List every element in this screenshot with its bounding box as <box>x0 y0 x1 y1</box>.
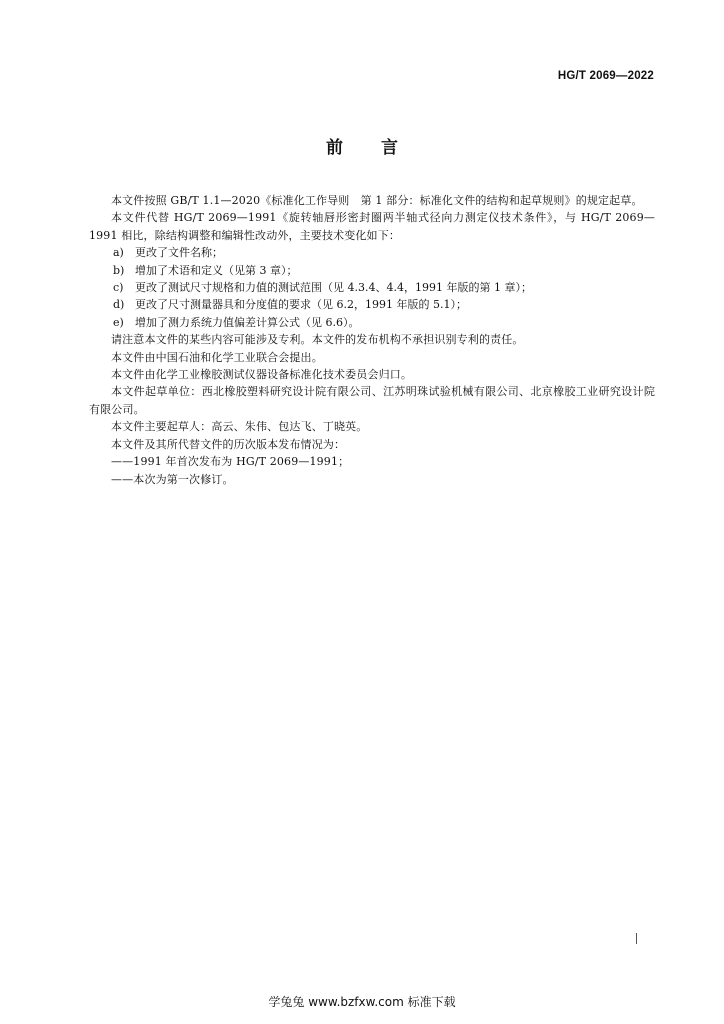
paragraph-patent-notice: 请注意本文件的某些内容可能涉及专利。本文件的发布机构不承担识别专利的责任。 <box>111 333 524 347</box>
paragraph-history-first: ——1991 年首次发布为 HG/T 2069—1991； <box>111 455 350 469</box>
change-item-text: 增加了测力系统力值偏差计算公式（见 6.6）。 <box>135 315 360 329</box>
paragraph-history-intro: 本文件及其所代替文件的历次版本发布情况为： <box>111 437 346 451</box>
page-number <box>636 933 637 944</box>
paragraph-committee: 本文件由化学工业橡胶测试仪器设备标准化技术委员会归口。 <box>111 368 413 382</box>
watermark-text: 学兔兔 www.bzfxw.com 标准下载 <box>268 995 456 1009</box>
change-item <box>89 244 655 261</box>
change-item <box>89 279 655 296</box>
page-title: 前言 <box>326 138 436 158</box>
change-item-label: b) <box>113 263 125 277</box>
foreword-body <box>89 192 655 488</box>
paragraph-drafters: 本文件主要起草人：高云、朱伟、包达飞、丁晓英。 <box>111 420 368 434</box>
change-item-label: c) <box>113 281 124 295</box>
change-item-label: d) <box>113 298 125 312</box>
change-item-text: 更改了测试尺寸规格和力值的测试范围（见 4.3.4、4.4，1991 年版的第 1 章）； <box>135 281 532 295</box>
change-item-text: 增加了术语和定义（见第 3 章）； <box>135 263 298 277</box>
paragraph-history-revision: ——本次为第一次修订。 <box>111 472 234 486</box>
paragraph-proposer: 本文件由中国石油和化学工业联合会提出。 <box>111 350 323 364</box>
paragraph-drafting-rules: 本文件按照 GB/T 1.1—2020《标准化工作导则 第 1 部分：标准化文件的结构和起草规则》的规定起草。 <box>111 194 643 207</box>
change-item-label: e) <box>113 315 124 329</box>
change-item <box>89 314 655 331</box>
change-item-label: a) <box>113 246 124 260</box>
change-item <box>89 262 655 279</box>
change-item <box>89 296 655 313</box>
change-item-text: 更改了文件名称； <box>135 246 223 260</box>
document-code: HG/T 2069—2022 <box>557 70 654 82</box>
change-item-text: 更改了尺寸测量器具和分度值的要求（见 6.2，1991 年版的 5.1）； <box>135 298 467 312</box>
paragraph-replacement: 本文件代替 HG/T 2069—1991《旋转轴唇形密封圈两半轴式径向力测定仪技术条件》，与 HG/T 2069—1991 相比，除结构调整和编辑性改动外，主要技术变化如下： <box>89 211 655 242</box>
paragraph-drafting-units: 本文件起草单位：西北橡胶塑料研究设计院有限公司、江苏明珠试验机械有限公司、北京橡胶工业研究设计院有限公司。 <box>89 385 655 416</box>
